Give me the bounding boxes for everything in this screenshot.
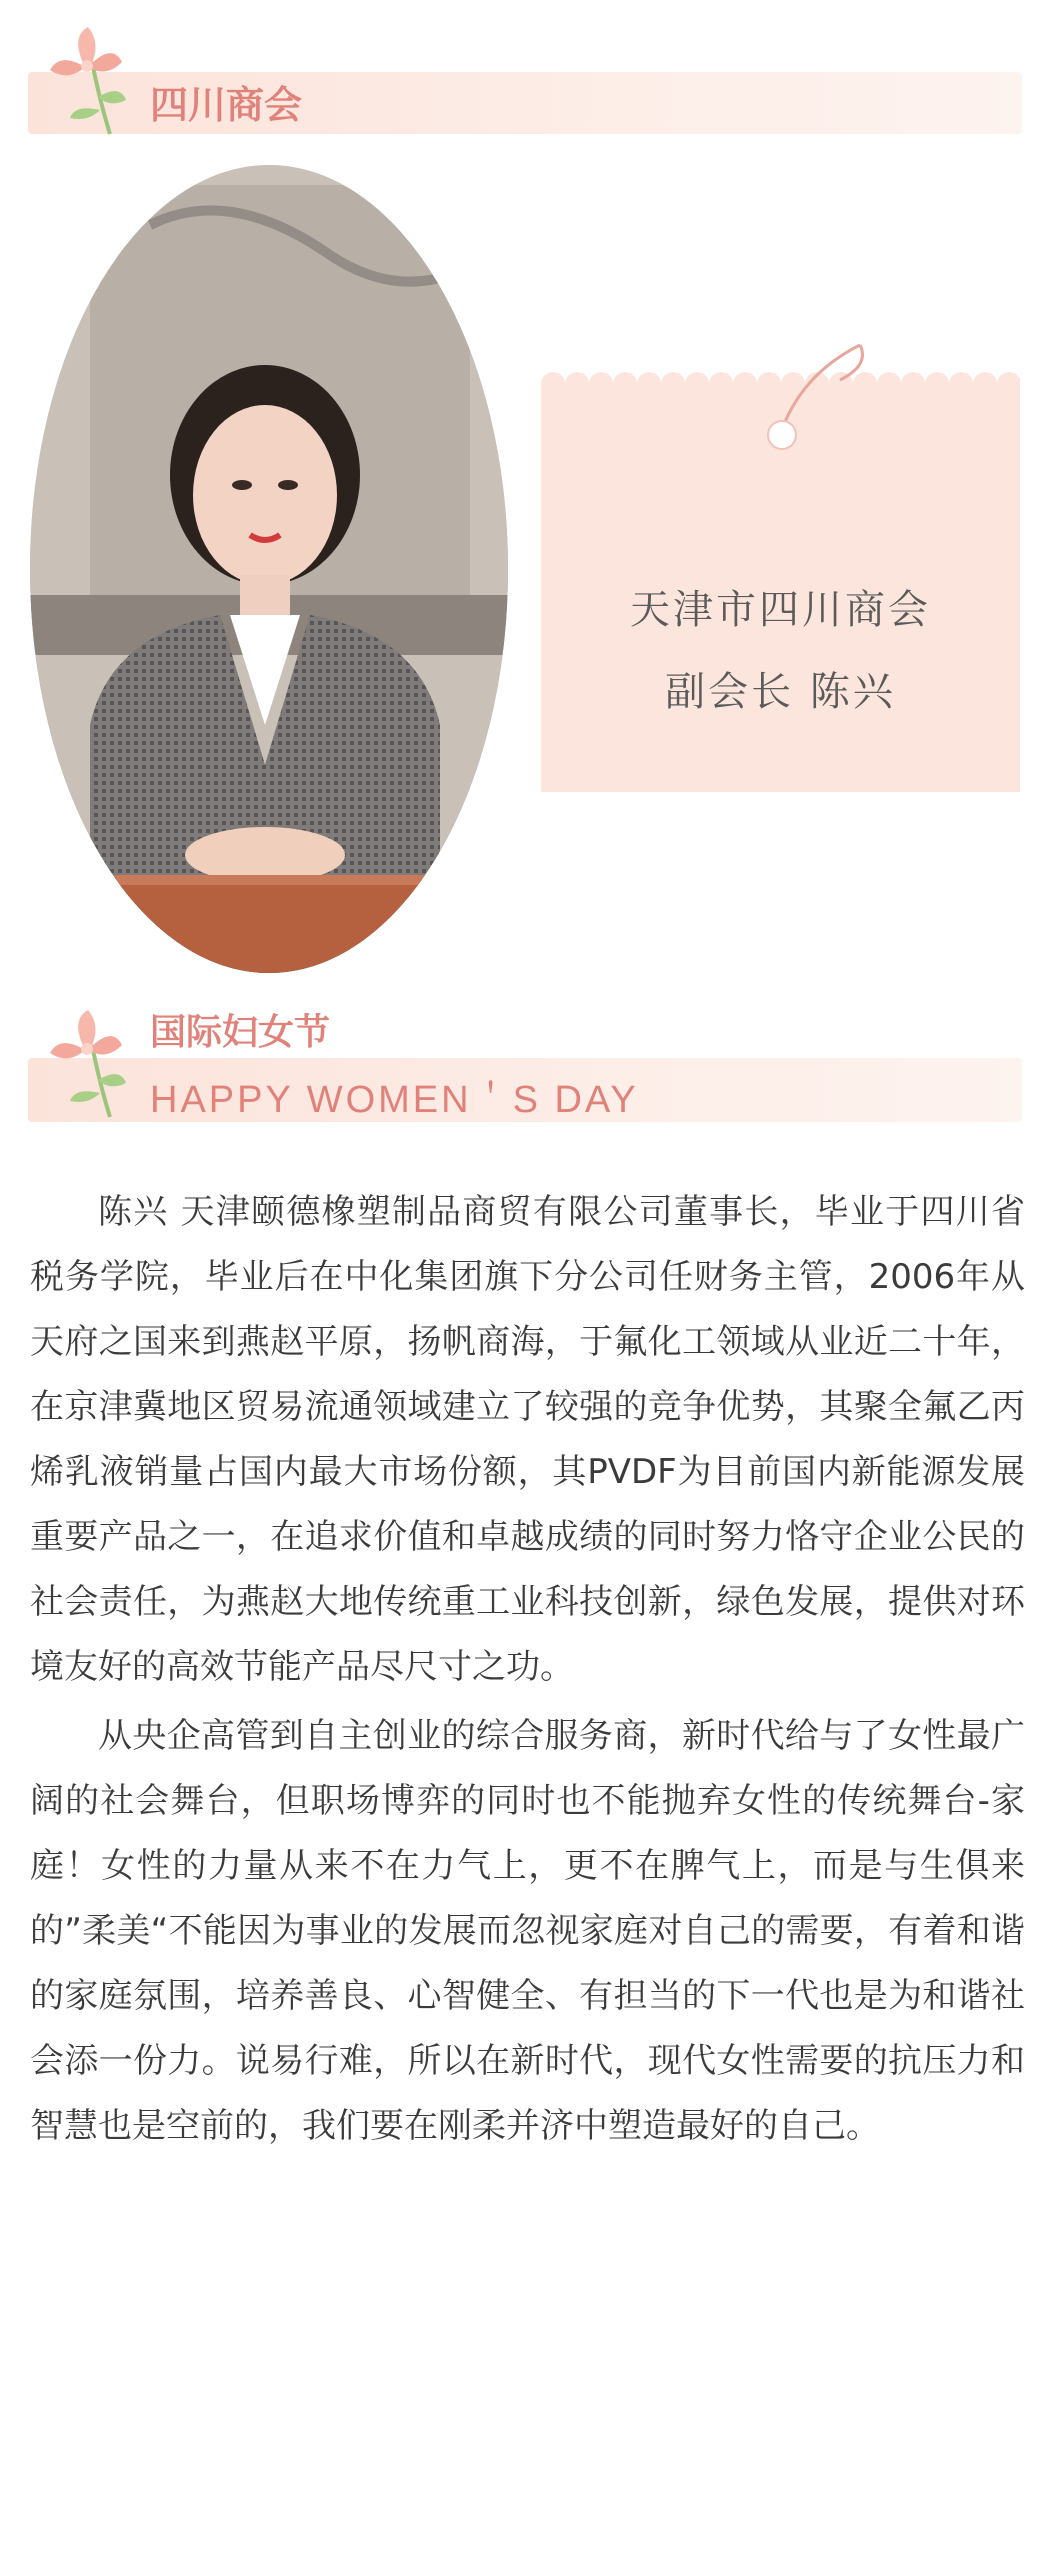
section-title: 国际妇女节 bbox=[150, 1012, 331, 1053]
organization-name: 天津市四川商会 bbox=[630, 587, 931, 633]
portrait-illustration bbox=[30, 165, 508, 973]
hanging-tag-icon bbox=[760, 335, 880, 455]
pink-flower-icon bbox=[40, 22, 130, 137]
article-paragraph: 陈兴 天津颐德橡塑制品商贸有限公司董事长，毕业于四川省税务学院，毕业后在中化集团旗下分公司任财务主管，2006年从天府之国来到燕赵平原，扬帆商海，于氟化工领域从业近二十年，在京津冀地区贸易流通领域建立了较强的竞争优势，其聚全氟乙丙烯乳液销量占国内最大市场份额，其PVDF为目前国内新能源发展重要产品之一，在追求价值和卓越成绩的同时努力恪守企业公民的社会责任，为燕赵大地传统重工业科技创新，绿色发展，提供对环境友好的高效节能产品尽尺寸之功。 bbox=[30, 1192, 1025, 1687]
article-paragraph: 从央企高管到自主创业的综合服务商，新时代给与了女性最广阔的社会舞台，但职场博弈的同时也不能抛弃女性的传统舞台-家庭！女性的力量从来不在力气上，更不在脾气上，而是与生俱来的”柔美“不能因为事业的发展而忽视家庭对自己的需要，有着和谐的家庭氛围，培养善良、心智健全、有担当的下一代也是为和谐社会添一份力。说易行难，所以在新时代，现代女性需要的抗压力和智慧也是空前的，我们要在刚柔并济中塑造最好的自己。 bbox=[30, 1716, 1025, 2146]
article-body bbox=[30, 1180, 1025, 2163]
person-title: 副会长 陈兴 bbox=[665, 669, 896, 715]
portrait-photo bbox=[30, 165, 508, 973]
section-title: 四川商会 bbox=[150, 83, 303, 127]
section-subtitle: HAPPY WOMEN＇S DAY bbox=[150, 1079, 639, 1121]
pink-flower-icon bbox=[40, 1005, 130, 1120]
